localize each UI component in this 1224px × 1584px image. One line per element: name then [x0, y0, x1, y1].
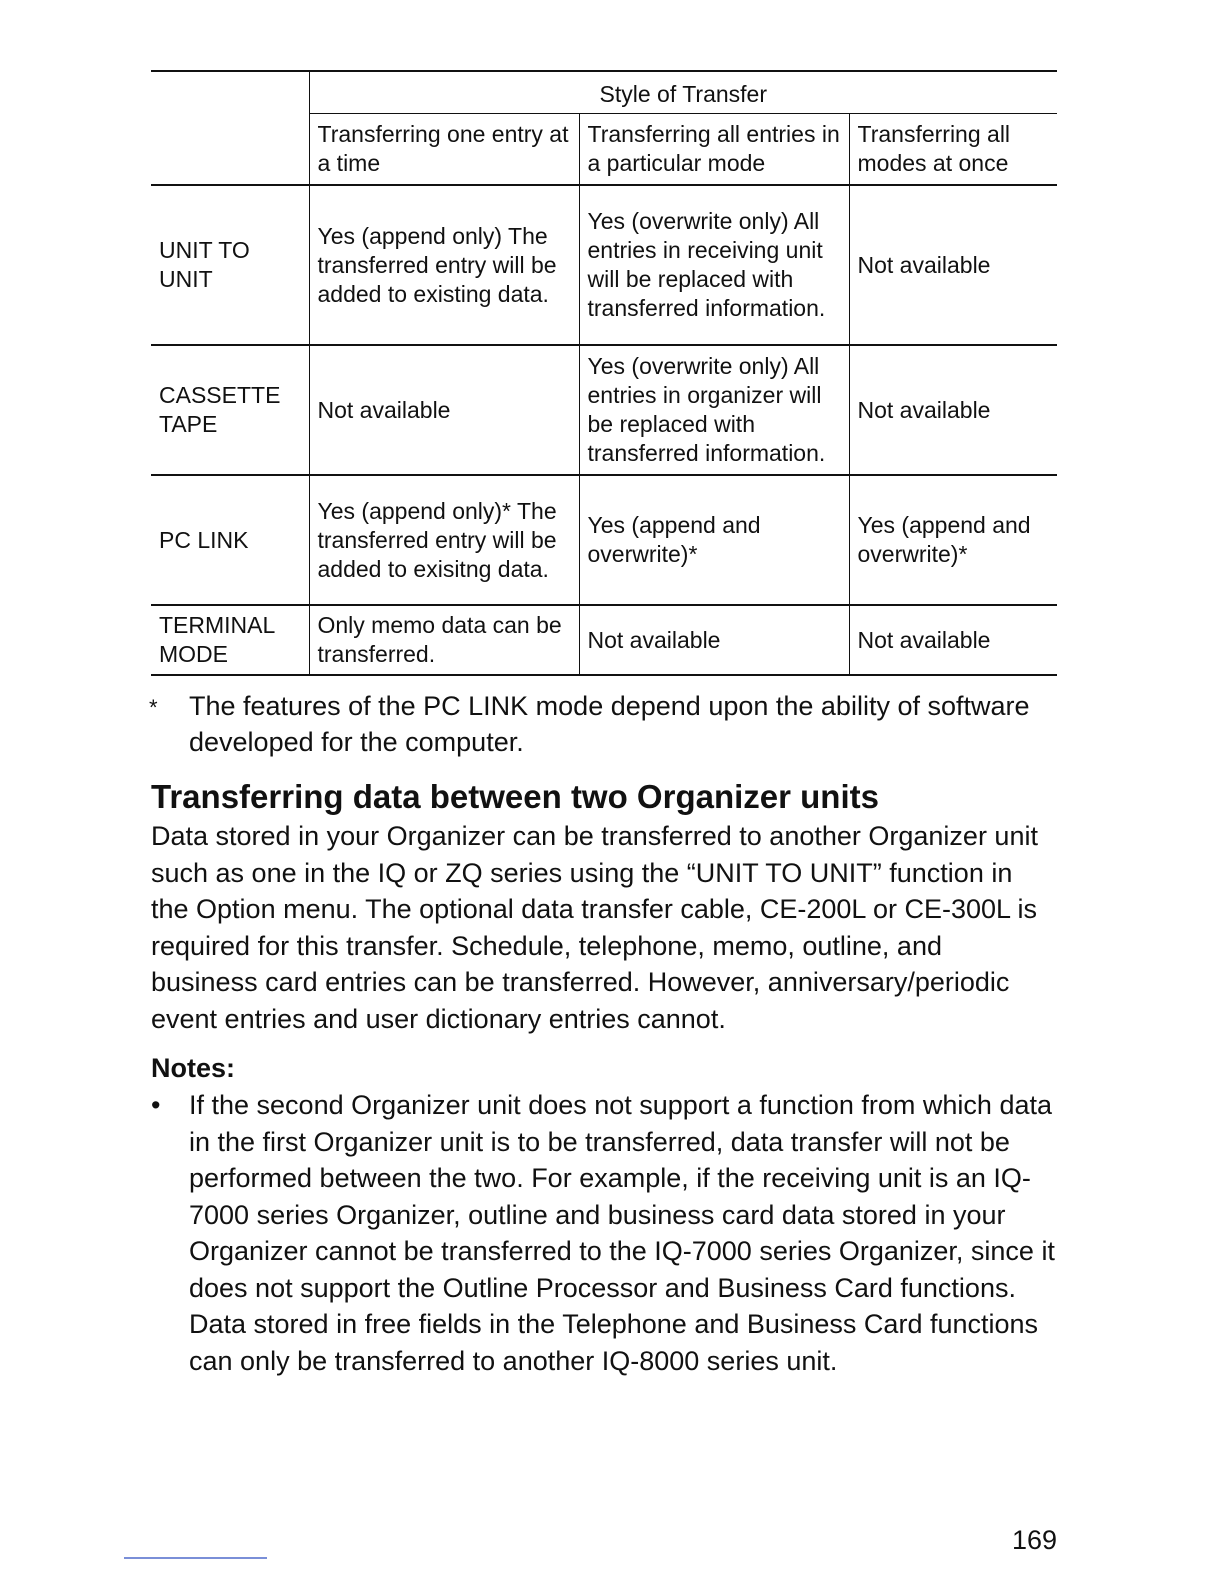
- transfer-style-table-container: [151, 70, 1057, 676]
- table-cell: Yes (append only) The transferred entry will be added to existing data.: [309, 185, 579, 345]
- row-label-pc-link: PC LINK: [151, 475, 309, 605]
- table-cell: Not available: [849, 605, 1057, 675]
- table-cell: Yes (append only)* The transferred entry will be added to exisitng data.: [309, 475, 579, 605]
- table-cell: Not available: [579, 605, 849, 675]
- footnote-text: The features of the PC LINK mode depend upon the ability of software developed for the computer.: [189, 691, 1030, 757]
- row-label-terminal-mode: TERMINAL MODE: [151, 605, 309, 675]
- table-cell: Only memo data can be transferred.: [309, 605, 579, 675]
- table-row: [151, 185, 1057, 345]
- table-cell: Not available: [849, 345, 1057, 475]
- transfer-style-table: [151, 70, 1057, 676]
- table-cell: Yes (append and overwrite)*: [849, 475, 1057, 605]
- row-label-cassette-tape: CASSETTE TAPE: [151, 345, 309, 475]
- section-heading: Transferring data between two Organizer units: [151, 778, 879, 815]
- footnote-marker: *: [149, 695, 158, 720]
- list-item: [151, 1087, 1061, 1379]
- note-text: If the second Organizer unit does not support a function from which data in the first Organizer unit is to be transferred, data transfer will not be performed between the two. For example, if the receiving unit is an IQ-7000 series Organizer, outline and business card data stored in your Organizer cannot be transferred to the IQ-7000 series Organizer, since it does not support the Outline Processor and Business Card functions. Data stored in free fields in the Telephone and Business Card functions can only be transferred to another IQ-8000 series unit.: [189, 1090, 1055, 1376]
- column-header-all-entries-mode: Transferring all entries in a particular mode: [579, 113, 849, 185]
- section-paragraph: Data stored in your Organizer can be transferred to another Organizer unit such as one in the IQ or ZQ series using the “UNIT TO UNIT” function in the Option menu. The optional data transfer cable, CE-200L or CE-300L is required for this transfer. Schedule, telephone, memo, outline, and business card entries can be transferred. However, anniversary/periodic event entries and user dictionary entries cannot.: [151, 821, 1038, 1034]
- page-number: 169: [1012, 1525, 1058, 1555]
- table-row: [151, 345, 1057, 475]
- row-label-unit-to-unit: UNIT TO UNIT: [151, 185, 309, 345]
- table-cell: Not available: [849, 185, 1057, 345]
- group-header-style-of-transfer: Style of Transfer: [309, 71, 1057, 113]
- table-corner-cell-lower: [151, 113, 309, 185]
- bullet-icon: •: [151, 1090, 161, 1120]
- table-cell: Yes (append and overwrite)*: [579, 475, 849, 605]
- notes-label: Notes:: [151, 1053, 236, 1083]
- table-row: [151, 605, 1057, 675]
- table-footnote: [149, 688, 1049, 760]
- table-cell: Not available: [309, 345, 579, 475]
- table-group-header-row: [151, 71, 1057, 113]
- table-cell: Yes (overwrite only) All entries in organizer will be replaced with transferred information.: [579, 345, 849, 475]
- column-header-all-modes: Transferring all modes at once: [849, 113, 1057, 185]
- table-cell: Yes (overwrite only) All entries in receiving unit will be replaced with transferred information.: [579, 185, 849, 345]
- table-corner-cell: [151, 71, 309, 113]
- column-header-one-entry: Transferring one entry at a time: [309, 113, 579, 185]
- scan-edge-line: [124, 1557, 267, 1559]
- table-column-header-row: [151, 113, 1057, 185]
- table-row: [151, 475, 1057, 605]
